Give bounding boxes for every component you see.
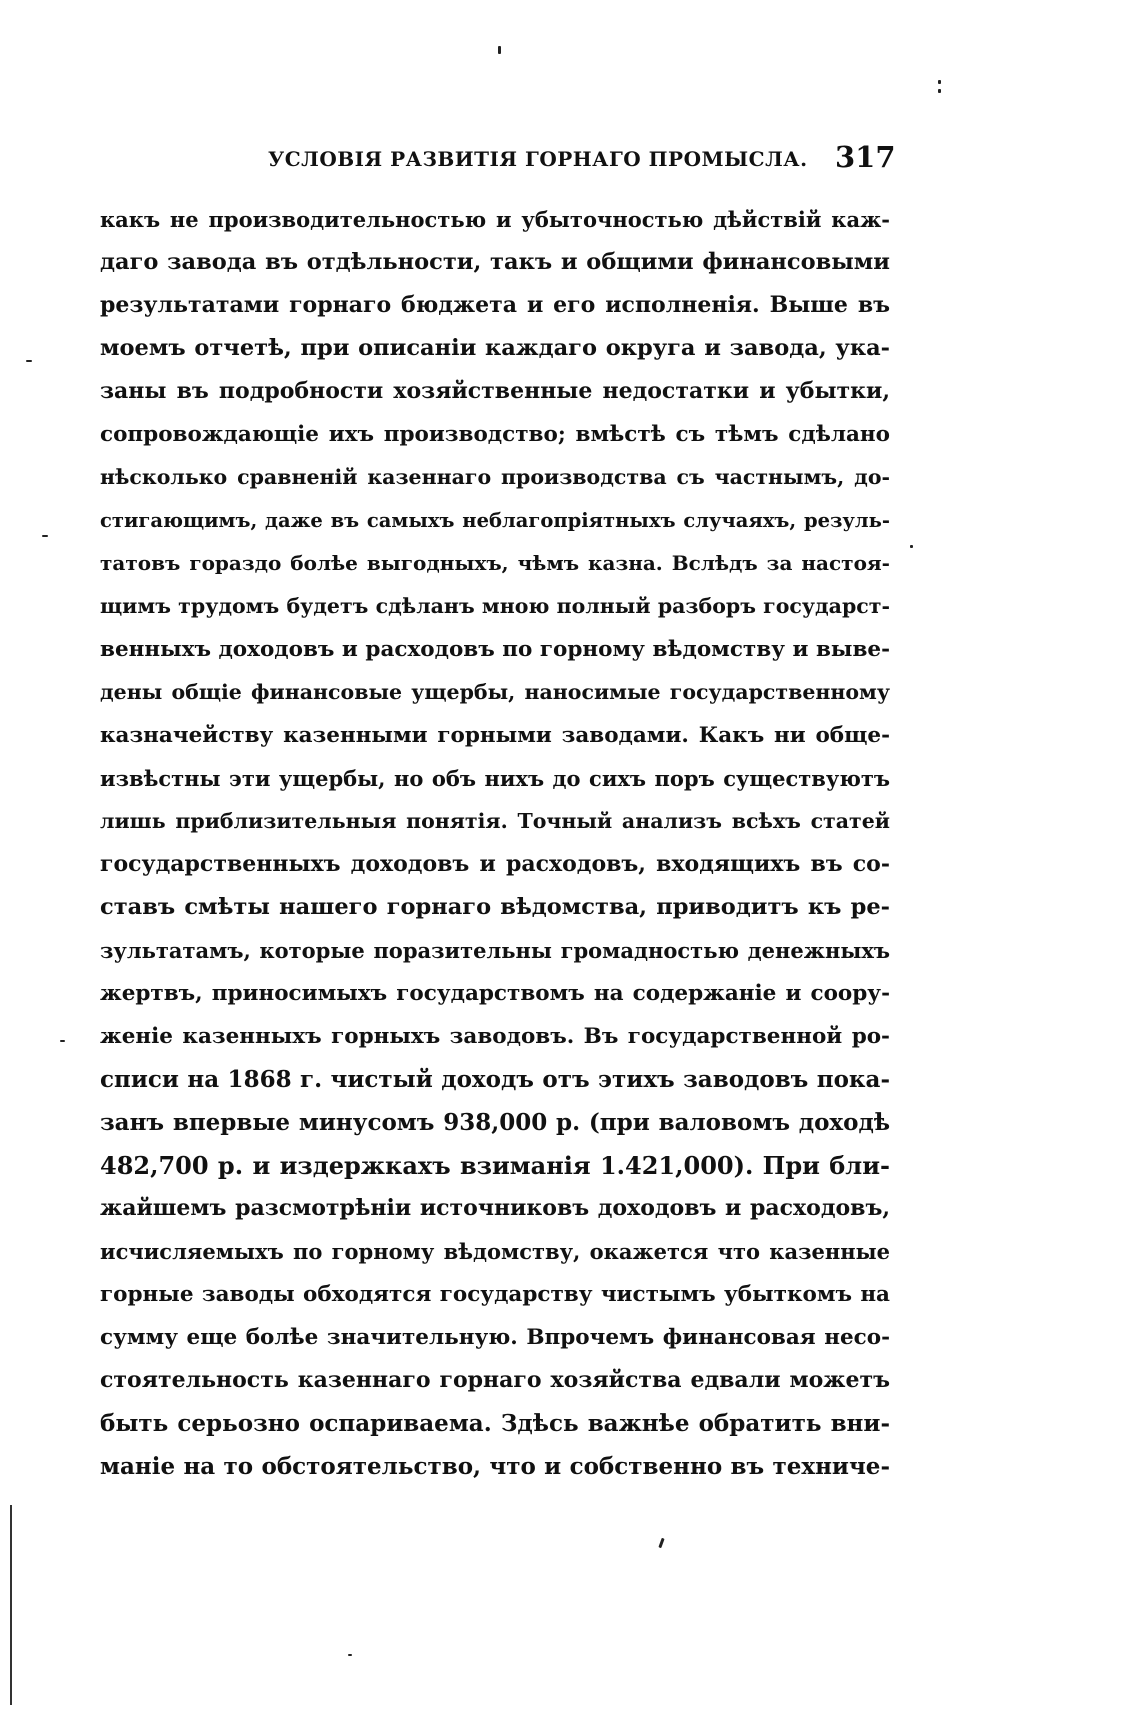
text-line: щимъ трудомъ будетъ сдѣланъ мною полный разборъ государст- <box>100 594 890 618</box>
text-line: маніе на то обстоятельство, что и собственно въ техниче- <box>100 1453 890 1480</box>
text-line: жайшемъ разсмотрѣніи источниковъ доходовъ и расходовъ, <box>100 1195 890 1221</box>
text-line: 482,700 р. и издержкахъ взиманія 1.421,000). При бли- <box>100 1151 890 1180</box>
scan-speck <box>348 1654 352 1656</box>
text-line: занъ впервые минусомъ 938,000 р. (при валовомъ доходѣ <box>100 1109 890 1136</box>
text-line: нѣсколько сравненій казеннаго производства съ частнымъ, до- <box>100 465 890 489</box>
text-line: зультатамъ, которые поразительны громадностью денежныхъ <box>100 938 890 963</box>
text-line: венныхъ доходовъ и расходовъ по горному вѣдомству и выве- <box>100 637 890 662</box>
text-line: стоятельность казеннаго горнаго хозяйства едвали можетъ <box>100 1367 890 1393</box>
text-line: государственныхъ доходовъ и расходовъ, входящихъ въ со- <box>100 851 890 877</box>
body-text <box>100 198 890 1488</box>
page-edge-line <box>10 1505 12 1705</box>
text-line: лишь приблизительныя понятія. Точный анализъ всѣхъ статей <box>100 809 890 833</box>
text-line: женіе казенныхъ горныхъ заводовъ. Въ государственной ро- <box>100 1024 890 1049</box>
text-line: стигающимъ, даже въ самыхъ неблагопріятныхъ случаяхъ, резуль- <box>100 509 890 532</box>
text-line: моемъ отчетѣ, при описаніи каждаго округа и завода, ука- <box>100 335 890 361</box>
page-number: 317 <box>835 140 896 174</box>
text-line: быть серьозно оспариваема. Здѣсь важнѣе обратить вни- <box>100 1410 890 1437</box>
text-line: исчисляемыхъ по горному вѣдомству, окажется что казенные <box>100 1239 890 1264</box>
text-line: татовъ гораздо болѣе выгодныхъ, чѣмъ казна. Вслѣдъ за настоя- <box>100 551 890 575</box>
text-line: списи на 1868 г. чистый доходъ отъ этихъ заводовъ пока- <box>100 1066 890 1093</box>
scan-speck <box>938 80 941 84</box>
text-line: извѣстны эти ущербы, но объ нихъ до сихъ поръ существуютъ <box>100 766 890 791</box>
text-line: жертвъ, приносимыхъ государствомъ на содержаніе и соору- <box>100 981 890 1006</box>
running-title: УСЛОВІЯ РАЗВИТІЯ ГОРНАГО ПРОМЫСЛА. <box>268 147 808 171</box>
text-line: горные заводы обходятся государству чистымъ убыткомъ на <box>100 1282 890 1307</box>
text-line: даго завода въ отдѣльности, такъ и общими финансовыми <box>100 249 890 275</box>
text-line: сумму еще болѣе значительную. Впрочемъ финансовая несо- <box>100 1325 890 1350</box>
scan-speck <box>42 535 48 537</box>
text-line: дены общіе финансовые ущербы, наносимые государственному <box>100 680 890 704</box>
scan-speck <box>910 545 913 548</box>
text-line: результатами горнаго бюджета и его исполненія. Выше въ <box>100 292 890 318</box>
scan-speck <box>938 89 941 93</box>
text-line: какъ не производительностью и убыточностью дѣйствій каж- <box>100 207 890 232</box>
scan-speck <box>26 360 32 362</box>
text-line: казначейству казенными горными заводами. Какъ ни обще- <box>100 723 890 748</box>
scan-speck <box>498 46 501 54</box>
text-line: заны въ подробности хозяйственные недостатки и убытки, <box>100 378 890 404</box>
scan-speck <box>60 1040 65 1042</box>
text-line: ставъ смѣты нашего горнаго вѣдомства, приводитъ къ ре- <box>100 894 890 920</box>
text-line: сопровождающіе ихъ производство; вмѣстѣ съ тѣмъ сдѣлано <box>100 422 890 447</box>
scan-speck <box>658 1538 664 1548</box>
